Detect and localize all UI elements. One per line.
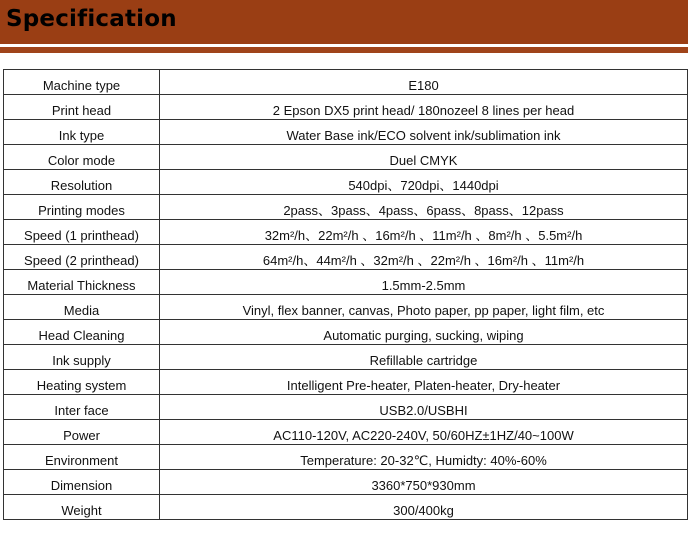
- spec-label: Machine type: [4, 70, 160, 95]
- spec-value: Water Base ink/ECO solvent ink/sublimation ink: [160, 120, 688, 145]
- table-row: [4, 170, 688, 195]
- table-row: [4, 70, 688, 95]
- table-row: [4, 320, 688, 345]
- spec-value: Duel CMYK: [160, 145, 688, 170]
- spec-value: Intelligent Pre-heater, Platen-heater, Dry-heater: [160, 370, 688, 395]
- spec-value: Automatic purging, sucking, wiping: [160, 320, 688, 345]
- spec-value: Refillable cartridge: [160, 345, 688, 370]
- spec-label: Inter face: [4, 395, 160, 420]
- table-row: [4, 445, 688, 470]
- table-row: [4, 220, 688, 245]
- spec-label: Power: [4, 420, 160, 445]
- table-row: [4, 145, 688, 170]
- spec-label: Print head: [4, 95, 160, 120]
- spec-label: Printing modes: [4, 195, 160, 220]
- table-row: [4, 295, 688, 320]
- page-title: Specification: [6, 6, 177, 32]
- spec-value: 300/400kg: [160, 495, 688, 520]
- table-row: [4, 95, 688, 120]
- spec-label: Environment: [4, 445, 160, 470]
- spec-value: 32m²/h、22m²/h 、16m²/h 、11m²/h 、8m²/h 、5.5m²/h: [160, 220, 688, 245]
- spec-value: 540dpi、720dpi、1440dpi: [160, 170, 688, 195]
- table-row: [4, 395, 688, 420]
- spec-value: USB2.0/USBHI: [160, 395, 688, 420]
- spec-value: AC110-120V, AC220-240V, 50/60HZ±1HZ/40~100W: [160, 420, 688, 445]
- spec-label: Heating system: [4, 370, 160, 395]
- spec-value: Temperature: 20-32℃, Humidty: 40%-60%: [160, 445, 688, 470]
- spec-label: Weight: [4, 495, 160, 520]
- spec-label: Resolution: [4, 170, 160, 195]
- title-banner: [0, 0, 688, 44]
- spec-label: Color mode: [4, 145, 160, 170]
- spec-value: 64m²/h、44m²/h 、32m²/h 、22m²/h 、16m²/h 、11m²/h: [160, 245, 688, 270]
- spec-table: [3, 69, 688, 520]
- spec-label: Media: [4, 295, 160, 320]
- spec-label: Ink type: [4, 120, 160, 145]
- table-row: [4, 120, 688, 145]
- spec-value: E180: [160, 70, 688, 95]
- table-row: [4, 345, 688, 370]
- spec-value: Vinyl, flex banner, canvas, Photo paper, pp paper, light film, etc: [160, 295, 688, 320]
- table-row: [4, 470, 688, 495]
- table-row: [4, 270, 688, 295]
- table-row: [4, 495, 688, 520]
- spec-value: 2 Epson DX5 print head/ 180nozeel 8 lines per head: [160, 95, 688, 120]
- spec-value: 3360*750*930mm: [160, 470, 688, 495]
- spec-value: 2pass、3pass、4pass、6pass、8pass、12pass: [160, 195, 688, 220]
- spec-label: Head Cleaning: [4, 320, 160, 345]
- spec-label: Ink supply: [4, 345, 160, 370]
- table-row: [4, 195, 688, 220]
- table-row: [4, 370, 688, 395]
- table-row: [4, 245, 688, 270]
- divider: [0, 47, 688, 53]
- spec-label: Dimension: [4, 470, 160, 495]
- table-row: [4, 420, 688, 445]
- spec-label: Speed (2 printhead): [4, 245, 160, 270]
- spec-label: Speed (1 printhead): [4, 220, 160, 245]
- spec-value: 1.5mm-2.5mm: [160, 270, 688, 295]
- spec-label: Material Thickness: [4, 270, 160, 295]
